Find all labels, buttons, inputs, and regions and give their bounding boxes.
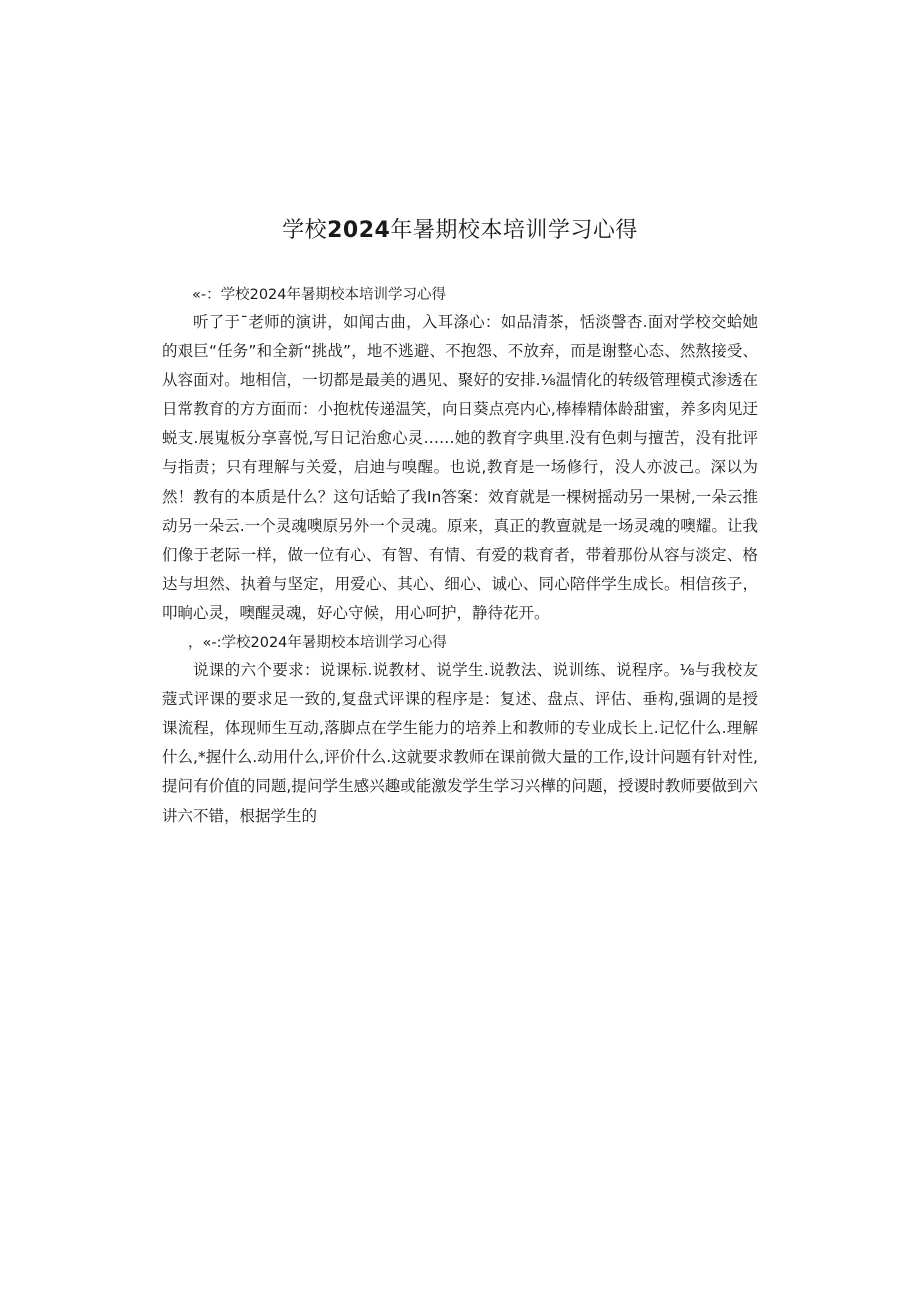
title-suffix: 年暑期校本培训学习心得 (390, 218, 638, 243)
section-2-subhead: ，«-:学校2024年暑期校本培训学习心得 (188, 635, 447, 652)
document-body (162, 282, 758, 831)
section-2-paragraph: 说课的六个要求：说课标.说教材、说学生.说教法、说训练、说程序。⅛与我校友蔻式评课的要求足一致的,复盘式评课的程序是：复述、盘点、评估、垂构,强调的是授课流程，体现师生互动,落脚点在学生能力的培养上和教师的专业成长上.记忆什么.理解什么,*握什么.动用什么,评价什么.这就要求教师在课前微大量的工作,设计问题有针对性,提问有价值的同题,提问学生感兴趣或能激发学生学习兴樺的问题，授谡时教师要做到六讲六不错，根据学生的 (162, 661, 758, 825)
section-1-paragraph: 听了于¯老师的演讲，如闻古曲，入耳涤心：如品清茶，恬淡謦杏.面对学校交蛤她的艰巨“任务”和全新“挑战”，地不逃避、不抱怨、不放弃，而是谢整心态、然熬接受、从容面对。地相信，一切都是最美的遇见、聚好的安排.⅛温情化的转级管理模式渗透在日常教育的方方面而：小抱枕传递温笑，向日葵点亮内心,棒棒精体龄甜蜜，养多肉见迂蜕支.展嵬板分享喜悦,写日记治愈心灵……她的教育字典里.没有色刺与擅苦，没有批评与指责；只有理解与关爱，启迪与嗅醒。也说,教育是一场修行，没人亦波己。深以为然！教有的本质是什么？这句话蛤了我In答案：效育就是一棵树摇动另一果树,一朵云推动另一朵云.一个灵魂噢原另外一个灵魂。原来，真正的教亶就是一场灵魂的噢耀。让我们像于老际一样，做一位有心、有智、有情、有爱的栽育者，带着那份从容与淡定、格达与坦然、执着与坚定，用爱心、其心、细心、诚心、同心陪伴学生成长。相信孩子，叩晌心灵，噢醒灵魂，好心守候，用心呵护，静待花开。 (162, 313, 758, 622)
page-title (0, 214, 920, 248)
title-year: 2024 (327, 218, 391, 243)
section-1-subhead: «-：学校2024年暑期校本培训学习心得 (192, 287, 447, 303)
title-prefix: 学校 (282, 218, 328, 243)
